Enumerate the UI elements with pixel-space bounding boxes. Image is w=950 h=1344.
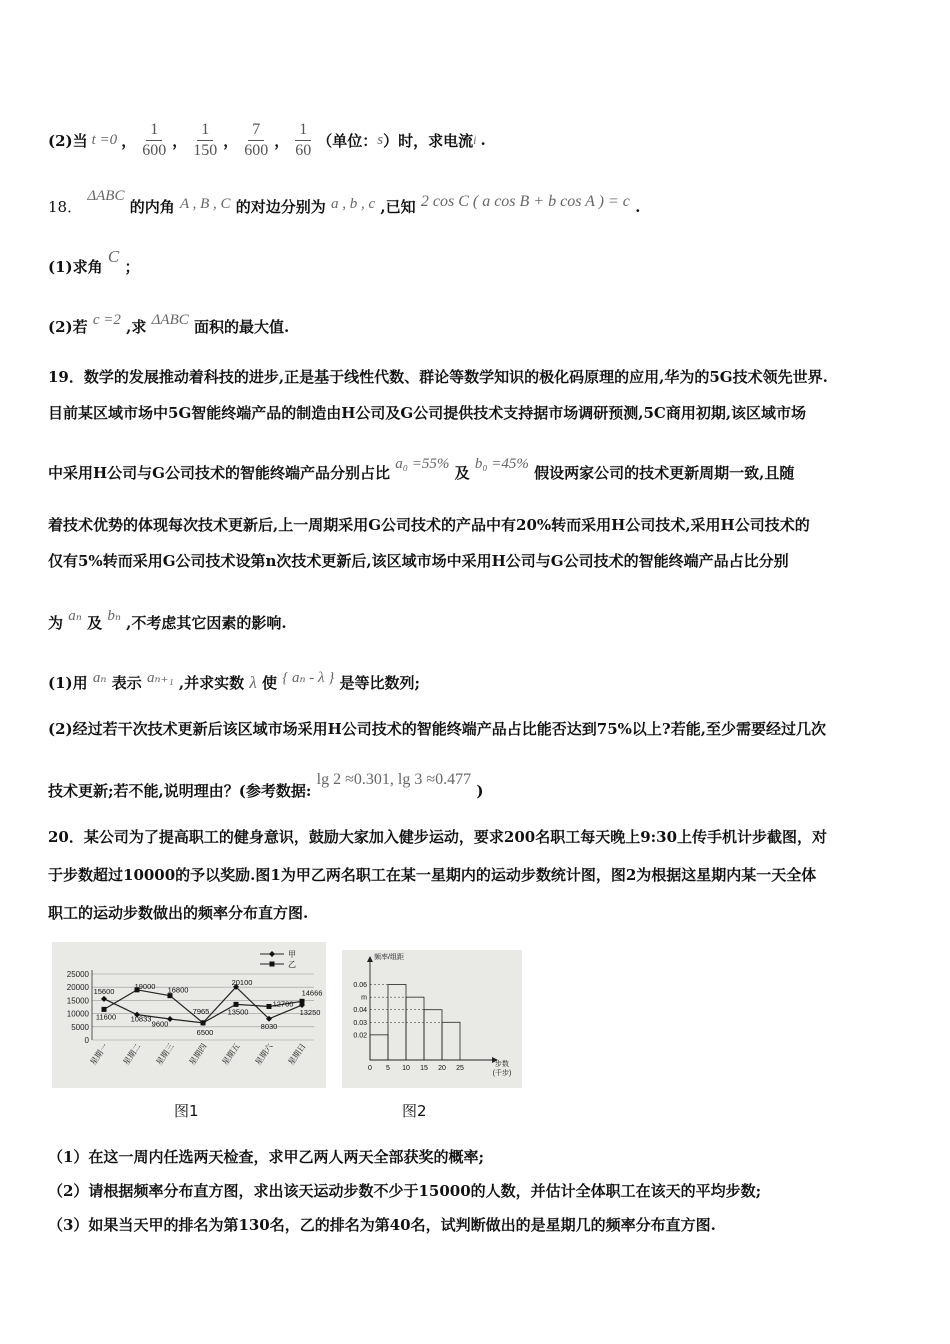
text: 是等比数列; bbox=[339, 674, 421, 692]
an-plus-1: aₙ₊₁ bbox=[146, 670, 174, 686]
data-label: 19000 bbox=[134, 981, 156, 991]
p20-q3: （3）如果当天甲的排名为第130名，乙的排名为第40名，试判断做出的是星期几的频率分布直方图. bbox=[48, 1216, 716, 1234]
text: 表示 bbox=[111, 674, 142, 692]
x-tick-label: 星期四 bbox=[187, 1041, 209, 1067]
p19-q1 bbox=[48, 672, 420, 693]
frac-4: $\frac{1}{60}$ bbox=[295, 120, 312, 159]
x-tick-label: 15 bbox=[420, 1065, 428, 1072]
p17-part-label: (2)当 bbox=[48, 131, 88, 150]
legend-label: 甲 bbox=[288, 950, 296, 959]
x-tick-label: 星期日 bbox=[286, 1041, 308, 1067]
p19-q2: (2)经过若干次技术更新后该区域市场采用H公司技术的智能终端产品占比能否达到75%以上?若能,至少需要经过几次 bbox=[48, 720, 826, 738]
text: 及 bbox=[87, 614, 103, 632]
angles: A , B , C bbox=[179, 196, 231, 212]
text: 的内角 bbox=[129, 198, 175, 216]
reference-data: lg 2 ≈0.301, lg 3 ≈0.477 bbox=[316, 771, 472, 788]
legend-label: 乙 bbox=[288, 960, 296, 969]
data-label: 13500 bbox=[227, 1007, 249, 1017]
p20-line2: 于步数超过10000的予以奖励.图1为甲乙两名职工在某一星期内的运动步数统计图，图2为根据这星期内某一天全体 bbox=[48, 866, 817, 884]
legend-marker bbox=[270, 962, 275, 967]
x-tick-label: 星期二 bbox=[121, 1041, 143, 1067]
data-label: 7965 bbox=[192, 1006, 210, 1016]
y-tick-label: 0.06 bbox=[353, 982, 367, 990]
x-axis-unit: (千步) bbox=[492, 1070, 512, 1077]
sep: ， bbox=[172, 131, 188, 150]
point-yi bbox=[102, 1007, 107, 1012]
text: ,不考虑其它因素的影响. bbox=[126, 614, 287, 632]
data-label: 15600 bbox=[93, 986, 115, 996]
var-c: C bbox=[107, 247, 120, 266]
p19-line3 bbox=[48, 456, 795, 483]
y-tick-label: m bbox=[361, 994, 367, 1002]
figure-2-caption: 图2 bbox=[402, 1102, 427, 1120]
data-label: 16800 bbox=[167, 985, 189, 995]
x-tick-label: 星期一 bbox=[88, 1041, 110, 1067]
data-label: 11600 bbox=[95, 1012, 117, 1022]
var-i: i bbox=[473, 132, 477, 147]
p19-line6 bbox=[48, 608, 287, 633]
data-label: 12700 bbox=[272, 999, 294, 1009]
x-tick-label: 5 bbox=[386, 1065, 390, 1072]
p20-q1: （1）在这一周内任选两天检查，求甲乙两人两天全部获奖的概率; bbox=[48, 1148, 484, 1166]
a0-value: a₀ =55% bbox=[395, 456, 450, 472]
x-tick-label: 星期六 bbox=[253, 1041, 275, 1067]
data-label: 6500 bbox=[196, 1027, 214, 1037]
figure-2-histogram bbox=[342, 950, 522, 1088]
text: ； bbox=[124, 258, 140, 276]
text: 使 bbox=[261, 674, 277, 692]
p19-q2b bbox=[48, 771, 484, 801]
p20-line3: 职工的运动步数做出的频率分布直方图. bbox=[48, 904, 309, 922]
p19-line2: 目前某区域市场中5G智能终端产品的制造由H公司及G公司提供技术支持据市场调研预测,5C商用初期,该区域市场 bbox=[48, 404, 807, 422]
sequence: { aₙ - λ } bbox=[282, 670, 335, 686]
x-tick-label: 25 bbox=[456, 1065, 464, 1072]
condition-formula: 2 cos C ( a cos B + b cos A ) = c bbox=[420, 193, 630, 210]
figure-1-line-chart bbox=[52, 942, 326, 1088]
text: ) bbox=[476, 782, 484, 800]
y-tick-label: 15000 bbox=[66, 996, 89, 1006]
point-yi bbox=[201, 1020, 206, 1025]
y-tick-label: 0.03 bbox=[353, 1019, 367, 1027]
p17-part2 bbox=[48, 100, 486, 180]
point-yi bbox=[234, 1002, 239, 1007]
text: 技术更新;若不能,说明理由？(参考数据: bbox=[48, 782, 312, 800]
p17-t-eq: t =0 bbox=[91, 131, 118, 148]
text: 假设两家公司的技术更新周期一致,且随 bbox=[534, 464, 795, 482]
x-tick-label: 10 bbox=[402, 1065, 410, 1072]
p20-line1: 20．某公司为了提高职工的健身意识，鼓励大家加入健步运动，要求200名职工每天晚上9:30上传手机计步截图，对 bbox=[48, 828, 828, 846]
text: 中采用H公司与G公司技术的智能终端产品分别占比 bbox=[48, 464, 390, 482]
text: 面积的最大值. bbox=[193, 318, 290, 336]
q1-label: (1)用 bbox=[48, 674, 88, 692]
p19-line4: 着技术优势的体现每次技术更新后,上一周期采用G公司技术的产品中有20%转而采用H公司技术,采用H公司技术的 bbox=[48, 516, 810, 534]
an: aₙ bbox=[68, 608, 82, 624]
frac-2: $\frac{1}{150}$ bbox=[193, 120, 218, 159]
sep: ， bbox=[223, 131, 239, 150]
y-tick-label: 5000 bbox=[71, 1022, 89, 1032]
point-yi bbox=[300, 999, 305, 1004]
figure-1-caption: 图1 bbox=[174, 1102, 199, 1120]
text: ,求 bbox=[126, 318, 147, 336]
sides: a , b , c bbox=[331, 196, 376, 212]
text: ,并求实数 bbox=[178, 674, 245, 692]
y-tick-label: 20000 bbox=[66, 983, 89, 993]
y-tick-label: 25000 bbox=[66, 970, 89, 979]
p18-stem bbox=[48, 188, 641, 217]
y-tick-label: 10000 bbox=[66, 1009, 89, 1019]
bn: bₙ bbox=[107, 608, 121, 624]
problem-number: 18． bbox=[48, 198, 83, 216]
data-label: 14666 bbox=[301, 988, 323, 998]
lambda: λ bbox=[249, 673, 257, 692]
q1-label: (1)求角 bbox=[48, 258, 103, 276]
unit-s: s bbox=[377, 131, 384, 148]
period: . bbox=[635, 198, 641, 216]
p19-line5: 仅有5%转而采用G公司技术设第n次技术更新后,该区域市场中采用H公司与G公司技术的智能终端产品占比分别 bbox=[48, 552, 789, 570]
frac-3: $\frac{7}{600}$ bbox=[244, 120, 269, 159]
point-yi bbox=[267, 1004, 272, 1009]
data-label: 10833 bbox=[130, 1014, 152, 1024]
sep: ， bbox=[274, 131, 290, 150]
an: aₙ bbox=[92, 670, 107, 686]
x-tick-label: 星期三 bbox=[154, 1041, 176, 1067]
text: 的对边分别为 bbox=[235, 198, 326, 216]
x-axis-title: 步数 bbox=[495, 1061, 509, 1068]
unit-pre: （单位： bbox=[317, 131, 378, 150]
data-label: 20100 bbox=[231, 977, 253, 987]
triangle-abc: ΔABC bbox=[87, 188, 125, 204]
p19-line1: 19．数学的发展推动着科技的进步,正是基于线性代数、群论等数学知识的极化码原理的应用,华为的5G技术领先世界. bbox=[48, 368, 828, 386]
y-tick-label: 0 bbox=[84, 1036, 89, 1045]
x-tick-label: 星期五 bbox=[220, 1041, 242, 1067]
data-label: 13250 bbox=[299, 1008, 321, 1018]
y-axis-title: 频率/组距 bbox=[374, 954, 404, 961]
text: 为 bbox=[48, 614, 64, 632]
p18-q2 bbox=[48, 312, 290, 337]
period: . bbox=[480, 131, 486, 149]
sep: ， bbox=[121, 131, 137, 150]
y-tick-label: 0.02 bbox=[353, 1032, 367, 1040]
text: ,已知 bbox=[380, 198, 416, 216]
x-tick-label: 20 bbox=[438, 1065, 446, 1072]
b0-value: b₀ =45% bbox=[474, 456, 529, 472]
q2-label: (2)若 bbox=[48, 318, 88, 336]
data-label: 9600 bbox=[151, 1019, 169, 1029]
frac-1: $\frac{1}{600}$ bbox=[142, 120, 167, 159]
cond-c: c =2 bbox=[92, 312, 121, 328]
data-label: 8030 bbox=[260, 1021, 278, 1031]
text: 及 bbox=[454, 464, 470, 482]
p20-q2: （2）请根据频率分布直方图，求出该天运动步数不少于15000的人数，并估计全体职工在该天的平均步数; bbox=[48, 1182, 762, 1200]
x-tick-label: 0 bbox=[368, 1065, 372, 1072]
p18-q1 bbox=[48, 247, 140, 277]
unit-post: ）时，求电流 bbox=[383, 131, 474, 150]
y-tick-label: 0.04 bbox=[353, 1007, 367, 1015]
triangle-abc: ΔABC bbox=[151, 312, 189, 328]
